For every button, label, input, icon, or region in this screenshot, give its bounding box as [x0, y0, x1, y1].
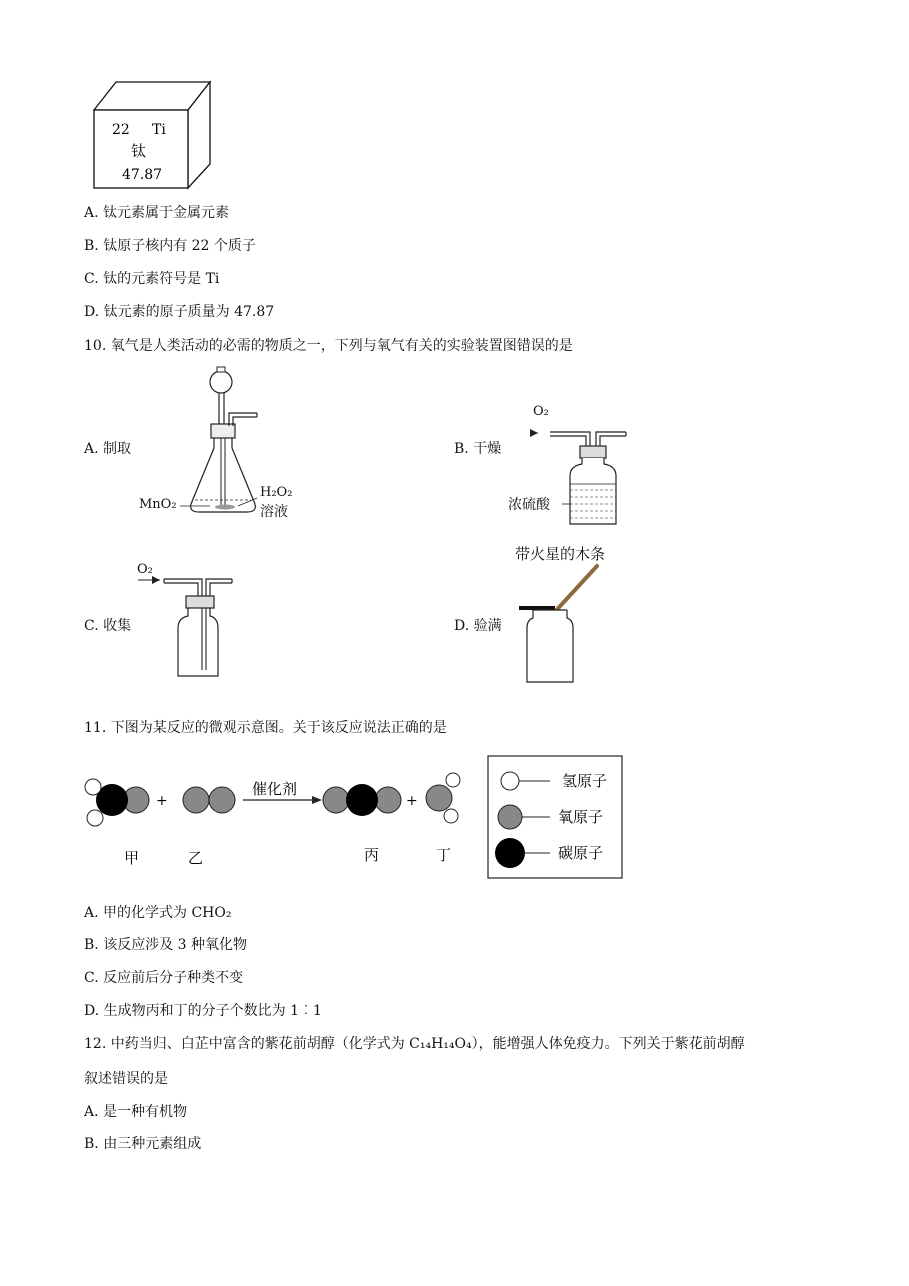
q10-stem: 10. 氧气是人类活动的必需的物质之一，下列与氧气有关的实验装置图错误的是 — [84, 338, 573, 354]
catalyst-label: 催化剂 — [252, 780, 298, 798]
q10-option-a: A. 制取 — [84, 441, 132, 457]
q11-stem: 11. 下图为某反应的微观示意图。关于该反应说法正确的是 — [84, 720, 447, 736]
q9-option-d: D. 钛元素的原子质量为 47.87 — [84, 304, 275, 320]
apparatus-c-collection — [136, 574, 236, 680]
q11-option-d: D. 生成物丙和丁的分子个数比为 1︰1 — [84, 1003, 322, 1019]
q9-option-c: C. 钛的元素符号是 Ti — [84, 271, 220, 287]
q11-option-b: B. 该反应涉及 3 种氧化物 — [84, 937, 247, 953]
element-number: 22 — [112, 122, 130, 138]
molecule-bing — [323, 784, 401, 816]
label-glowing-splint: 带火星的木条 — [515, 545, 606, 563]
label-mno2: MnO₂ — [139, 497, 177, 512]
q10-option-c: C. 收集 — [84, 618, 132, 634]
legend-oxygen: 氧原子 — [558, 808, 604, 826]
q10-option-b: B. 干燥 — [454, 441, 502, 457]
q11-option-c: C. 反应前后分子种类不变 — [84, 970, 244, 986]
plus-2: + — [406, 793, 418, 809]
q10-option-d: D. 验满 — [454, 618, 502, 634]
molecule-jia — [85, 779, 149, 826]
q12-stem-line2: 叙述错误的是 — [84, 1071, 168, 1087]
legend-hydrogen: 氢原子 — [562, 772, 608, 790]
q11-option-a: A. 甲的化学式为 CHO₂ — [84, 905, 232, 921]
plus-1: + — [156, 793, 168, 809]
element-symbol: Ti — [152, 122, 166, 138]
label-jia: 甲 — [124, 849, 140, 867]
label-solution: 溶液 — [260, 504, 288, 520]
molecule-ding — [426, 773, 460, 823]
q12-stem-line1: 12. 中药当归、白芷中富含的紫花前胡醇（化学式为 C₁₄H₁₄O₄），能增强人体免疫力。下列关于紫花前胡醇 — [84, 1036, 745, 1052]
reaction-diagram — [78, 752, 638, 882]
q12-option-b: B. 由三种元素组成 — [84, 1136, 202, 1152]
element-mass: 47.87 — [122, 167, 163, 183]
label-bing: 丙 — [364, 846, 380, 864]
label-h2o2: H₂O₂ — [260, 485, 293, 500]
q12-option-a: A. 是一种有机物 — [84, 1104, 188, 1120]
label-conc-h2so4: 浓硫酸 — [508, 497, 550, 513]
element-name: 钛 — [131, 142, 147, 160]
label-ding: 丁 — [436, 846, 452, 864]
legend-carbon: 碳原子 — [558, 844, 604, 862]
atom-legend — [488, 756, 622, 878]
q9-option-b: B. 钛原子核内有 22 个质子 — [84, 238, 256, 254]
molecule-yi — [183, 787, 235, 813]
apparatus-d-full-check — [515, 562, 605, 686]
q9-option-a: A. 钛元素属于金属元素 — [84, 205, 230, 221]
label-o2-c: O₂ — [137, 562, 153, 577]
label-yi: 乙 — [188, 849, 204, 867]
label-o2-b: O₂ — [533, 404, 549, 419]
element-card-figure — [90, 78, 215, 192]
